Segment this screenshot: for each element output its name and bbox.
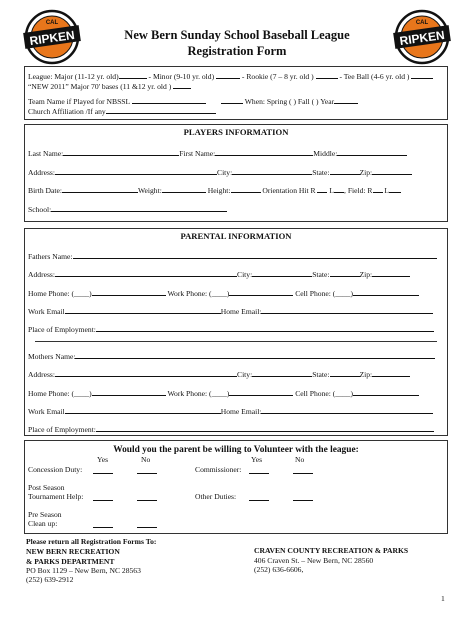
church-label: Church Affiliation /If any xyxy=(28,107,106,116)
mother-employment-label: Place of Employment: xyxy=(28,425,96,434)
birth-date-label: Birth Date: xyxy=(28,186,62,195)
father-employment-field[interactable] xyxy=(96,323,434,332)
father-city-label: City: xyxy=(237,270,253,279)
father-address-field[interactable] xyxy=(55,268,237,277)
father-home-email-label: Home Email: xyxy=(220,307,262,316)
left-org-name-2: & PARKS DEPARTMENT xyxy=(26,557,115,566)
mother-address-label: Address: xyxy=(28,370,55,379)
minor-field[interactable] xyxy=(216,70,240,79)
league-minor-label: - Minor (9-10 yr. old) xyxy=(148,72,215,81)
league-line2 xyxy=(28,80,191,91)
hit-l-label: L xyxy=(329,186,335,195)
players-name-row xyxy=(28,147,407,158)
volunteer-box xyxy=(24,440,448,534)
parental-box xyxy=(24,228,448,436)
father-work-email-label: Work Email xyxy=(28,307,65,316)
return-forms-label: Please return all Registration Forms To: xyxy=(26,537,157,546)
tournament-no-field[interactable] xyxy=(137,492,157,501)
concession-yes-field[interactable] xyxy=(93,465,113,474)
birth-date-field[interactable] xyxy=(62,184,138,193)
address-field[interactable] xyxy=(55,166,217,175)
field-l-field[interactable] xyxy=(389,184,401,193)
major-70-label: “NEW 2011” Major 70' bases (11 &12 yr. old ) xyxy=(28,82,172,91)
when-label: When: Spring ( ) Fall ( ) Year xyxy=(244,97,335,106)
major-70-field[interactable] xyxy=(173,80,191,89)
middle-label: Middle: xyxy=(313,149,338,158)
concession-duty-label: Concession Duty: xyxy=(28,465,83,474)
weight-field[interactable] xyxy=(162,184,206,193)
state-label: State: xyxy=(312,168,330,177)
no-header-left: No xyxy=(141,455,151,464)
height-field[interactable] xyxy=(231,184,261,193)
left-org-name-1: NEW BERN RECREATION xyxy=(26,547,120,556)
fathers-name-row xyxy=(28,250,437,261)
last-name-label: Last Name: xyxy=(28,149,64,158)
first-name-label: First Name: xyxy=(179,149,216,158)
league-box xyxy=(24,66,448,120)
league-tee-label: - Tee Ball (4-6 yr. old ) xyxy=(339,72,410,81)
weight-label: Weight: xyxy=(137,186,162,195)
right-org-name: CRAVEN COUNTY RECREATION & PARKS xyxy=(254,546,409,555)
other-duties-yes-field[interactable] xyxy=(249,492,269,501)
father-zip-field[interactable] xyxy=(372,268,410,277)
players-address-row xyxy=(28,166,412,177)
other-duties-label: Other Duties: xyxy=(195,492,237,501)
mother-employment-field[interactable] xyxy=(96,423,434,432)
school-field[interactable] xyxy=(51,203,227,212)
mother-state-field[interactable] xyxy=(330,368,360,377)
cleanup-yes-field[interactable] xyxy=(93,519,113,528)
address-label: Address: xyxy=(28,168,55,177)
fathers-name-field[interactable] xyxy=(73,250,437,259)
team-name-field[interactable] xyxy=(132,95,206,104)
league-rookie-label: - Rookie (7 – 8 yr. old ) xyxy=(241,72,314,81)
church-field[interactable] xyxy=(106,105,216,114)
hit-r-field[interactable] xyxy=(317,184,327,193)
commissioner-label: Commissioner: xyxy=(195,465,242,474)
tournament-yes-field[interactable] xyxy=(93,492,113,501)
father-cell-phone-label: Cell Phone: (____) xyxy=(295,289,353,298)
father-cell-phone-field[interactable] xyxy=(353,287,419,296)
church-line xyxy=(28,105,216,116)
orientation-label: Orientation Hit R xyxy=(262,186,316,195)
post-season-label-1: Post Season xyxy=(28,483,65,492)
mother-zip-field[interactable] xyxy=(372,368,410,377)
right-org-address: 406 Craven St. – New Bern, NC 28560 xyxy=(254,556,374,565)
players-school-row xyxy=(28,203,227,214)
last-name-field[interactable] xyxy=(63,147,179,156)
field-r-label: , Field: R xyxy=(344,186,373,195)
mother-home-phone-label: Home Phone: (____) xyxy=(28,389,92,398)
rookie-field[interactable] xyxy=(316,70,338,79)
school-label: School: xyxy=(28,205,52,214)
mother-home-email-label: Home Email: xyxy=(220,407,262,416)
mothers-name-field[interactable] xyxy=(75,350,435,359)
mother-address-row xyxy=(28,368,410,379)
players-birth-row xyxy=(28,184,401,195)
mother-address-field[interactable] xyxy=(55,368,237,377)
mother-zip-label: Zip: xyxy=(359,370,373,379)
league-major-label: League: Major (11-12 yr. old) xyxy=(28,72,119,81)
concession-no-field[interactable] xyxy=(137,465,157,474)
field-l-label: L xyxy=(384,186,390,195)
father-address-row xyxy=(28,268,410,279)
mother-work-email-field[interactable] xyxy=(65,405,221,414)
left-org-phone: (252) 639-2912 xyxy=(26,575,74,584)
mother-home-phone-field[interactable] xyxy=(92,387,166,396)
post-season-label-2: Tournament Help: xyxy=(28,492,84,501)
father-home-phone-field[interactable] xyxy=(92,287,166,296)
players-heading: PLAYERS INFORMATION xyxy=(183,127,289,137)
city-field[interactable] xyxy=(232,166,312,175)
logo-text: RIPKEN xyxy=(28,27,76,49)
volunteer-heading: Would you the parent be willing to Volunteer with the league: xyxy=(113,445,359,455)
father-work-phone-label: Work Phone: (____) xyxy=(167,289,230,298)
mother-work-phone-label: Work Phone: (____) xyxy=(167,389,230,398)
mothers-name-row xyxy=(28,350,435,361)
mother-cell-phone-field[interactable] xyxy=(353,387,419,396)
logo-text: RIPKEN xyxy=(398,27,446,49)
mother-state-label: State: xyxy=(312,370,330,379)
parental-heading: PARENTAL INFORMATION xyxy=(180,231,292,241)
first-name-field[interactable] xyxy=(215,147,313,156)
logo-sub-text: CAL xyxy=(415,20,429,26)
hit-l-field[interactable] xyxy=(334,184,344,193)
middle-field[interactable] xyxy=(337,147,407,156)
mother-work-email-label: Work Email xyxy=(28,407,65,416)
mother-cell-phone-label: Cell Phone: (____) xyxy=(295,389,353,398)
right-org-phone: (252) 636-6606, xyxy=(254,565,304,574)
major-field[interactable] xyxy=(119,70,147,79)
zip-field[interactable] xyxy=(372,166,412,175)
mother-work-phone-field[interactable] xyxy=(229,387,293,396)
father-home-phone-label: Home Phone: (____) xyxy=(28,289,92,298)
when-blank[interactable] xyxy=(221,95,243,104)
father-zip-label: Zip: xyxy=(359,270,373,279)
field-r-field[interactable] xyxy=(373,184,383,193)
city-label: City: xyxy=(217,168,233,177)
no-header-right: No xyxy=(295,455,305,464)
players-box xyxy=(24,124,448,222)
mother-phone-row xyxy=(28,387,419,398)
father-state-field[interactable] xyxy=(330,268,360,277)
left-org-address: PO Box 1129 – New Bern, NC 28563 xyxy=(26,566,141,575)
other-duties-no-field[interactable] xyxy=(293,492,313,501)
commissioner-yes-field[interactable] xyxy=(249,465,269,474)
father-employment-row xyxy=(28,323,434,334)
state-field[interactable] xyxy=(330,166,360,175)
father-phone-row xyxy=(28,287,419,298)
father-address-label: Address: xyxy=(28,270,55,279)
zip-label: Zip: xyxy=(359,168,373,177)
father-state-label: State: xyxy=(312,270,330,279)
mother-city-label: City: xyxy=(237,370,253,379)
father-work-email-field[interactable] xyxy=(65,305,221,314)
form-title-line2: Registration Form xyxy=(187,44,287,58)
father-work-phone-field[interactable] xyxy=(229,287,293,296)
form-title-line1: New Bern Sunday School Baseball League xyxy=(124,28,350,42)
mother-email-row xyxy=(28,405,433,416)
logo-sub-text: CAL xyxy=(45,20,59,26)
father-home-email-field[interactable] xyxy=(261,305,433,314)
pre-season-label-1: Pre Season xyxy=(28,510,62,519)
fathers-name-label: Fathers Name: xyxy=(28,252,73,261)
mother-city-field[interactable] xyxy=(252,368,312,377)
father-email-row xyxy=(28,305,433,316)
cleanup-no-field[interactable] xyxy=(137,519,157,528)
mothers-name-label: Mothers Name: xyxy=(28,352,76,361)
tee-ball-field[interactable] xyxy=(411,70,433,79)
yes-header-right: Yes xyxy=(251,455,263,464)
height-label: Height: xyxy=(207,186,231,195)
page-number: 1 xyxy=(441,594,445,603)
year-field[interactable] xyxy=(334,95,358,104)
parental-divider xyxy=(35,341,437,342)
mother-employment-row xyxy=(28,423,434,434)
commissioner-no-field[interactable] xyxy=(293,465,313,474)
mother-home-email-field[interactable] xyxy=(261,405,433,414)
team-name-label: Team Name if Played for NBSSL xyxy=(28,97,130,106)
pre-season-label-2: Clean up: xyxy=(28,519,58,528)
yes-header-left: Yes xyxy=(97,455,109,464)
father-employment-label: Place of Employment: xyxy=(28,325,96,334)
father-city-field[interactable] xyxy=(252,268,312,277)
